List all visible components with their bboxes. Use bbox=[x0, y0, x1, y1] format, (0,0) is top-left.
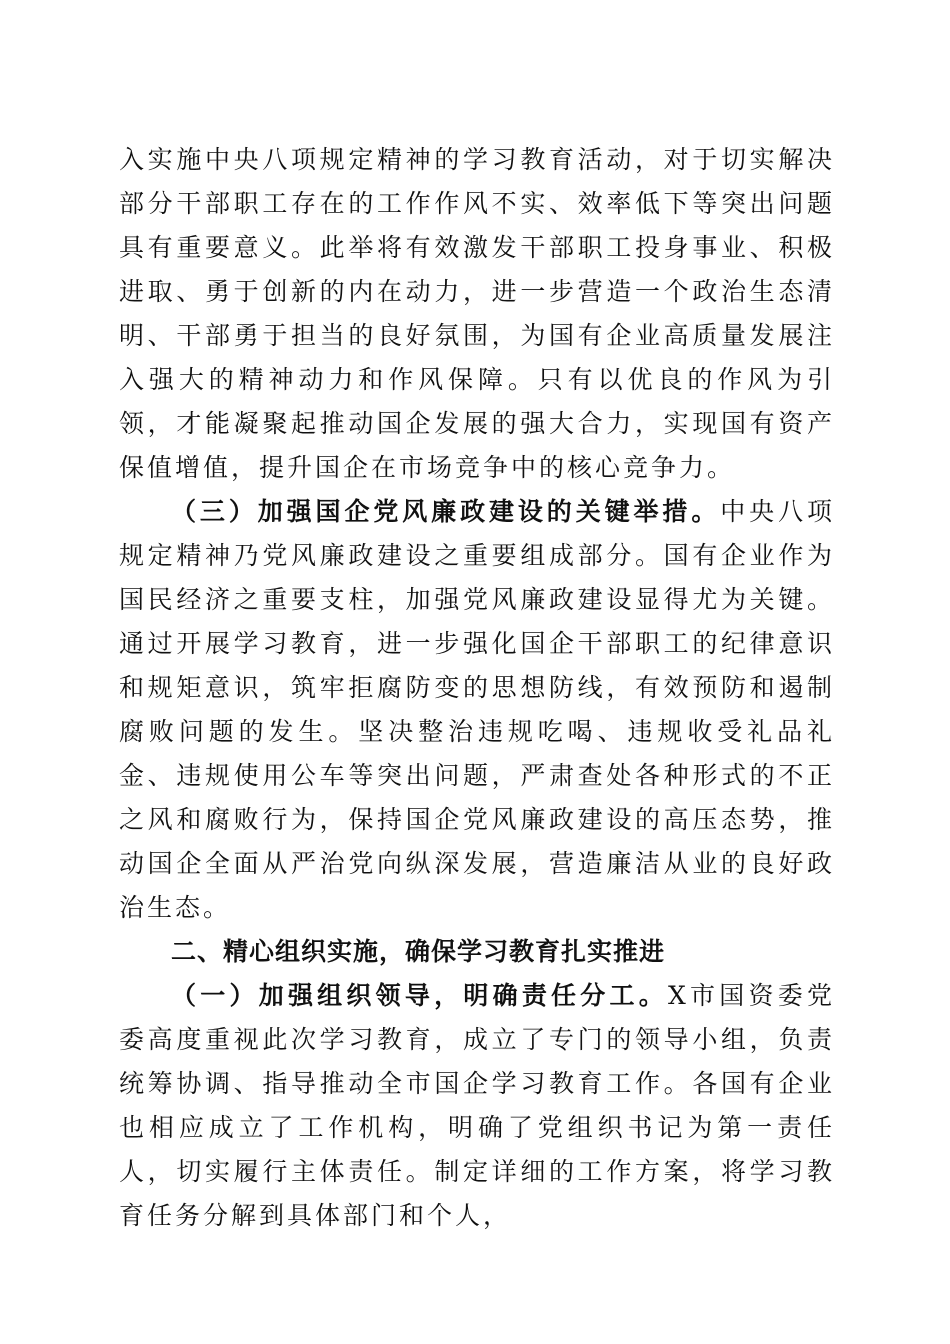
paragraph-body-subsection-1: X市国资委党委高度重视此次学习教育，成立了专门的领导小组，负责统筹协调、指导推动全市国企学习教育工作。各国有企业也相应成立了工作机构，明确了党组织书记为第一责任人，切实履行主体责任。制定详细的工作方案，将学习教育任务分解到具体部门和个人， bbox=[119, 981, 835, 1230]
paragraph-lead-subsection-1: （一）加强组织领导，明确责任分工。 bbox=[171, 981, 668, 1010]
paragraph-body-section-3: 中央八项规定精神乃党风廉政建设之重要组成部分。国有企业作为国民经济之重要支柱，加强党风廉政建设显得尤为关键。通过开展学习教育，进一步强化国企干部职工的纪律意识和规矩意识，筑牢拒腐防变的思想防线，有效预防和遏制腐败问题的发生。坚决整治违规吃喝、违规收受礼品礼金、违规使用公车等突出问题，严肃查处各种形式的不正之风和腐败行为，保持国企党风廉政建设的高压态势，推动国企全面从严治党向纵深发展，营造廉洁从业的良好政治生态。 bbox=[119, 497, 835, 922]
document-body bbox=[119, 138, 835, 1238]
paragraph-section-3 bbox=[119, 490, 835, 930]
paragraph-subsection-1 bbox=[119, 974, 835, 1238]
paragraph-lead-section-3: （三）加强国企党风廉政建设的关键举措。 bbox=[171, 497, 721, 526]
section-heading-2: 二、精心组织实施，确保学习教育扎实推进 bbox=[171, 937, 666, 966]
paragraph-continuation: 入实施中央八项规定精神的学习教育活动，对于切实解决部分干部职工存在的工作作风不实、效率低下等突出问题具有重要意义。此举将有效激发干部职工投身事业、积极进取、勇于创新的内在动力，进一步营造一个政治生态清明、干部勇于担当的良好氛围，为国有企业高质量发展注入强大的精神动力和作风保障。只有以优良的作风为引领，才能凝聚起推动国企发展的强大合力，实现国有资产保值增值，提升国企在市场竞争中的核心竞争力。 bbox=[119, 145, 835, 482]
